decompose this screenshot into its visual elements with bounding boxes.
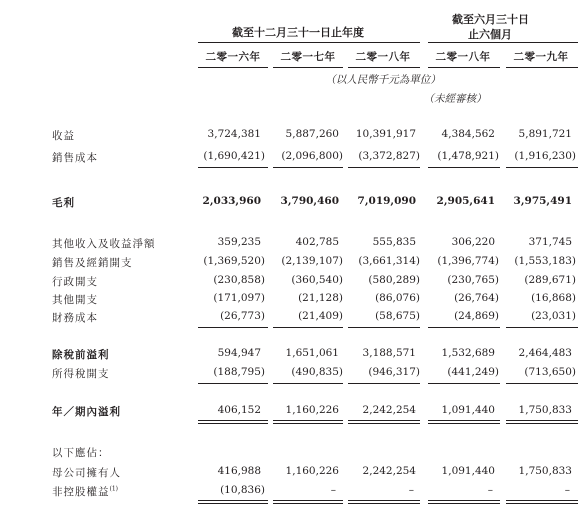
row-value: (3,372,827)	[358, 150, 420, 162]
row-label: 所得稅開支	[52, 368, 110, 380]
row-label: 財務成本	[52, 312, 98, 324]
row-value: (188,795)	[213, 366, 265, 378]
subtotal-rule	[428, 167, 500, 168]
subtotal-rule	[348, 327, 420, 328]
row-value: (58,675)	[375, 310, 420, 322]
row-value: 1,091,440	[441, 465, 495, 477]
row-label: 母公司擁有人	[52, 467, 121, 479]
row-value: (1,396,774)	[437, 255, 499, 267]
row-value: (1,478,921)	[437, 150, 499, 162]
row-value: 4,384,562	[441, 128, 495, 140]
subtotal-rule	[506, 167, 578, 168]
row-value: 1,651,061	[285, 347, 339, 359]
total-double-rule	[273, 420, 343, 421]
row-value: 1,091,440	[441, 404, 495, 416]
subtotal-rule	[506, 383, 578, 384]
row-label: 行政開支	[52, 276, 98, 288]
total-double-rule	[506, 500, 578, 501]
subtotal-rule	[273, 167, 343, 168]
row-value: 402,785	[295, 236, 339, 248]
unit-note: （以人民幣千元為單位）	[325, 74, 441, 86]
row-value: 1,160,226	[285, 465, 339, 477]
subtotal-rule	[273, 383, 343, 384]
subtotal-rule	[273, 327, 343, 328]
row-value: (580,289)	[368, 274, 420, 286]
row-value: 2,464,483	[518, 347, 572, 359]
year-group-title: 截至十二月三十一日止年度	[232, 26, 364, 39]
subtotal-rule	[198, 167, 268, 168]
row-value: (26,764)	[454, 292, 499, 304]
total-double-rule	[506, 423, 578, 424]
row-value: (171,097)	[213, 292, 265, 304]
row-value: 1,532,689	[441, 347, 495, 359]
total-double-rule	[348, 503, 420, 504]
row-value: –	[564, 484, 570, 496]
row-value: (3,661,314)	[358, 255, 420, 267]
row-label: 除稅前溢利	[52, 349, 110, 361]
row-value: (1,369,520)	[203, 255, 265, 267]
footnote-marker: (1)	[109, 485, 118, 493]
row-value: 1,750,833	[518, 465, 572, 477]
row-value: 3,790,460	[280, 195, 339, 207]
column-rule	[198, 67, 268, 68]
row-label: 其他開支	[52, 294, 98, 306]
total-double-rule	[198, 500, 268, 501]
row-value: 306,220	[451, 236, 495, 248]
row-value: (2,139,107)	[281, 255, 343, 267]
total-double-rule	[273, 503, 343, 504]
row-value: 594,947	[217, 347, 261, 359]
column-rule	[348, 67, 420, 68]
row-value: –	[487, 484, 493, 496]
row-value: (230,858)	[213, 274, 265, 286]
subtotal-rule	[348, 167, 420, 168]
row-value: (1,690,421)	[203, 150, 265, 162]
row-value: (441,249)	[447, 366, 499, 378]
row-value: 2,033,960	[202, 195, 261, 207]
total-double-rule	[428, 503, 500, 504]
row-value: 1,160,226	[285, 404, 339, 416]
column-header: 二零一九年	[513, 51, 569, 63]
period-group-title-line2: 止六個月	[468, 28, 512, 41]
row-value: (1,916,230)	[514, 150, 576, 162]
row-value: –	[330, 484, 336, 496]
row-label: 銷售成本	[52, 152, 98, 164]
row-value: (24,869)	[454, 310, 499, 322]
year-group-rule	[198, 42, 420, 43]
row-label: 以下應佔：	[52, 447, 110, 459]
subtotal-rule	[198, 327, 268, 328]
row-value: (230,765)	[447, 274, 499, 286]
row-value: 3,188,571	[362, 347, 416, 359]
row-label: 其他收入及收益淨額	[52, 238, 156, 250]
row-label: 年／期內溢利	[52, 406, 121, 418]
subtotal-rule	[198, 383, 268, 384]
row-value: 1,750,833	[518, 404, 572, 416]
total-double-rule	[198, 423, 268, 424]
period-group-rule	[428, 42, 578, 43]
column-header: 二零一八年	[435, 51, 491, 63]
column-rule	[428, 67, 500, 68]
total-double-rule	[428, 500, 500, 501]
row-value: 10,391,917	[355, 128, 416, 140]
row-value: 371,745	[528, 236, 572, 248]
row-value: 3,975,491	[513, 195, 572, 207]
row-value: –	[408, 484, 414, 496]
column-header: 二零一八年	[355, 51, 411, 63]
total-double-rule	[428, 420, 500, 421]
row-value: 416,988	[217, 465, 261, 477]
row-value: 5,891,721	[518, 128, 572, 140]
row-value: 359,235	[217, 236, 261, 248]
period-group-title-line1: 截至六月三十日	[452, 13, 529, 26]
row-value: 7,019,090	[357, 195, 416, 207]
row-label: 收益	[52, 130, 75, 142]
row-value: (289,671)	[524, 274, 576, 286]
row-value: 2,905,641	[436, 195, 495, 207]
total-double-rule	[198, 420, 268, 421]
row-value: (713,650)	[524, 366, 576, 378]
total-double-rule	[273, 423, 343, 424]
row-value: 2,242,254	[362, 404, 416, 416]
row-value: 555,835	[372, 236, 416, 248]
row-value: (21,128)	[298, 292, 343, 304]
row-value: (23,031)	[531, 310, 576, 322]
row-value: (21,409)	[298, 310, 343, 322]
row-value: (490,835)	[291, 366, 343, 378]
row-value: 406,152	[217, 404, 261, 416]
subtotal-rule	[348, 383, 420, 384]
subtotal-rule	[506, 327, 578, 328]
row-value: (10,836)	[220, 484, 265, 496]
total-double-rule	[273, 500, 343, 501]
subtotal-rule	[428, 327, 500, 328]
column-rule	[273, 67, 343, 68]
column-rule	[506, 67, 578, 68]
row-label	[52, 484, 118, 499]
unaudited-note: （未經審核）	[423, 93, 487, 105]
row-value: (946,317)	[368, 366, 420, 378]
total-double-rule	[348, 420, 420, 421]
row-value: (86,076)	[375, 292, 420, 304]
subtotal-rule	[428, 383, 500, 384]
row-value: (16,868)	[531, 292, 576, 304]
total-double-rule	[506, 503, 578, 504]
row-value: 5,887,260	[285, 128, 339, 140]
column-header: 二零一七年	[280, 51, 336, 63]
column-header: 二零一六年	[205, 51, 261, 63]
row-value: (1,553,183)	[514, 255, 576, 267]
row-value: (26,773)	[220, 310, 265, 322]
row-value: 3,724,381	[207, 128, 261, 140]
row-label-text: 非控股權益	[52, 486, 110, 498]
row-value: (2,096,800)	[281, 150, 343, 162]
total-double-rule	[428, 423, 500, 424]
row-value: 2,242,254	[362, 465, 416, 477]
total-double-rule	[506, 420, 578, 421]
row-value: (360,540)	[291, 274, 343, 286]
row-label: 毛利	[52, 197, 75, 209]
total-double-rule	[348, 423, 420, 424]
row-label: 銷售及經銷開支	[52, 257, 133, 269]
total-double-rule	[198, 503, 268, 504]
total-double-rule	[348, 500, 420, 501]
